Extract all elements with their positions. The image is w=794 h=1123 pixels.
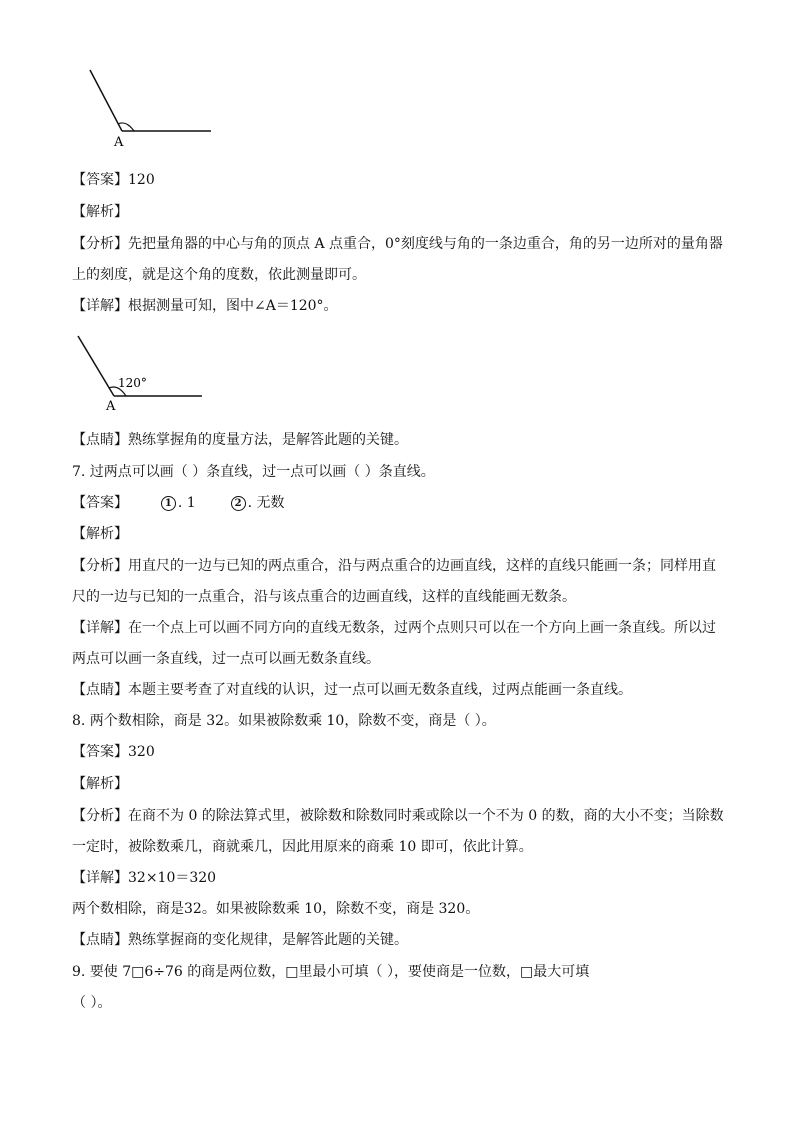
analysis-text: 一定时，被除数乘几，商就乘几，因此用原来的商乘 10 即可，依此计算。	[72, 839, 533, 855]
analysis-text: 上的刻度，就是这个角的度数，依此测量即可。	[72, 267, 366, 283]
detail-text: 【详解】32×10＝320	[72, 870, 217, 886]
answer-1: . 1	[177, 495, 196, 511]
angle-figure-1	[80, 64, 220, 154]
analysis-text: 【分析】用直尺的一边与已知的两点重合，沿与两点重合的边画直线，这样的直线只能画一条；同样用直	[72, 558, 716, 574]
answer-line: 【答案】320	[72, 744, 155, 760]
answer-tag: 【答案】	[72, 495, 128, 511]
detail-text: 两个数相除，商是32。如果被除数乘 10，除数不变，商是 320。	[72, 901, 480, 917]
analysis-heading: 【解析】	[72, 204, 128, 220]
analysis-heading: 【解析】	[72, 776, 128, 792]
analysis-heading: 【解析】	[72, 526, 128, 542]
key-point-text: 【点睛】熟练掌握商的变化规律，是解答此题的关键。	[72, 932, 408, 948]
analysis-text: 尺的一边与已知的一点重合，沿与该点重合的边画直线，这样的直线能画无数条。	[72, 589, 576, 605]
question-8: 8. 两个数相除，商是 32。如果被除数乘 10，除数不变，商是（ ）。	[72, 713, 496, 729]
answer-line: 【答案】120	[72, 172, 155, 188]
detail-text: 两点可以画一条直线，过一点可以画无数条直线。	[72, 651, 380, 667]
angle-ray-upper	[90, 70, 122, 131]
angle-figure-2	[72, 328, 212, 418]
analysis-text: 【分析】在商不为 0 的除法算式里，被除数和除数同时乘或除以一个不为 0 的数，商的大小不变；当除数	[72, 808, 724, 824]
question-9: 9. 要使 7□6÷76 的商是两位数，□里最小可填（ ），要使商是一位数，□最大可填	[72, 964, 590, 980]
key-point-text: 【点睛】本题主要考查了对直线的认识，过一点可以画无数条直线，过两点能画一条直线。	[72, 682, 632, 698]
question-9-continued: （ ）。	[72, 995, 112, 1011]
answer-number-2: 2	[231, 496, 246, 511]
analysis-text: 【分析】先把量角器的中心与角的顶点 A 点重合，0°刻度线与角的一条边重合，角的另一边所对的量角器	[72, 236, 723, 252]
detail-text: 【详解】根据测量可知，图中∠A＝120°。	[72, 298, 338, 314]
angle-ray-upper	[78, 336, 114, 396]
vertex-label: A	[114, 135, 124, 150]
answer-number-1: 1	[161, 496, 176, 511]
answer-line	[72, 493, 285, 513]
answer-2: . 无数	[247, 495, 285, 511]
key-point-text: 【点睛】熟练掌握角的度量方法，是解答此题的关键。	[72, 432, 408, 448]
angle-measure-label: 120°	[118, 376, 147, 390]
vertex-label: A	[106, 399, 116, 414]
detail-text: 【详解】在一个点上可以画不同方向的直线无数条，过两个点则只可以在一个方向上画一条直线。所以过	[72, 620, 716, 636]
question-7: 7. 过两点可以画（ ）条直线，过一点可以画（ ）条直线。	[72, 464, 435, 480]
